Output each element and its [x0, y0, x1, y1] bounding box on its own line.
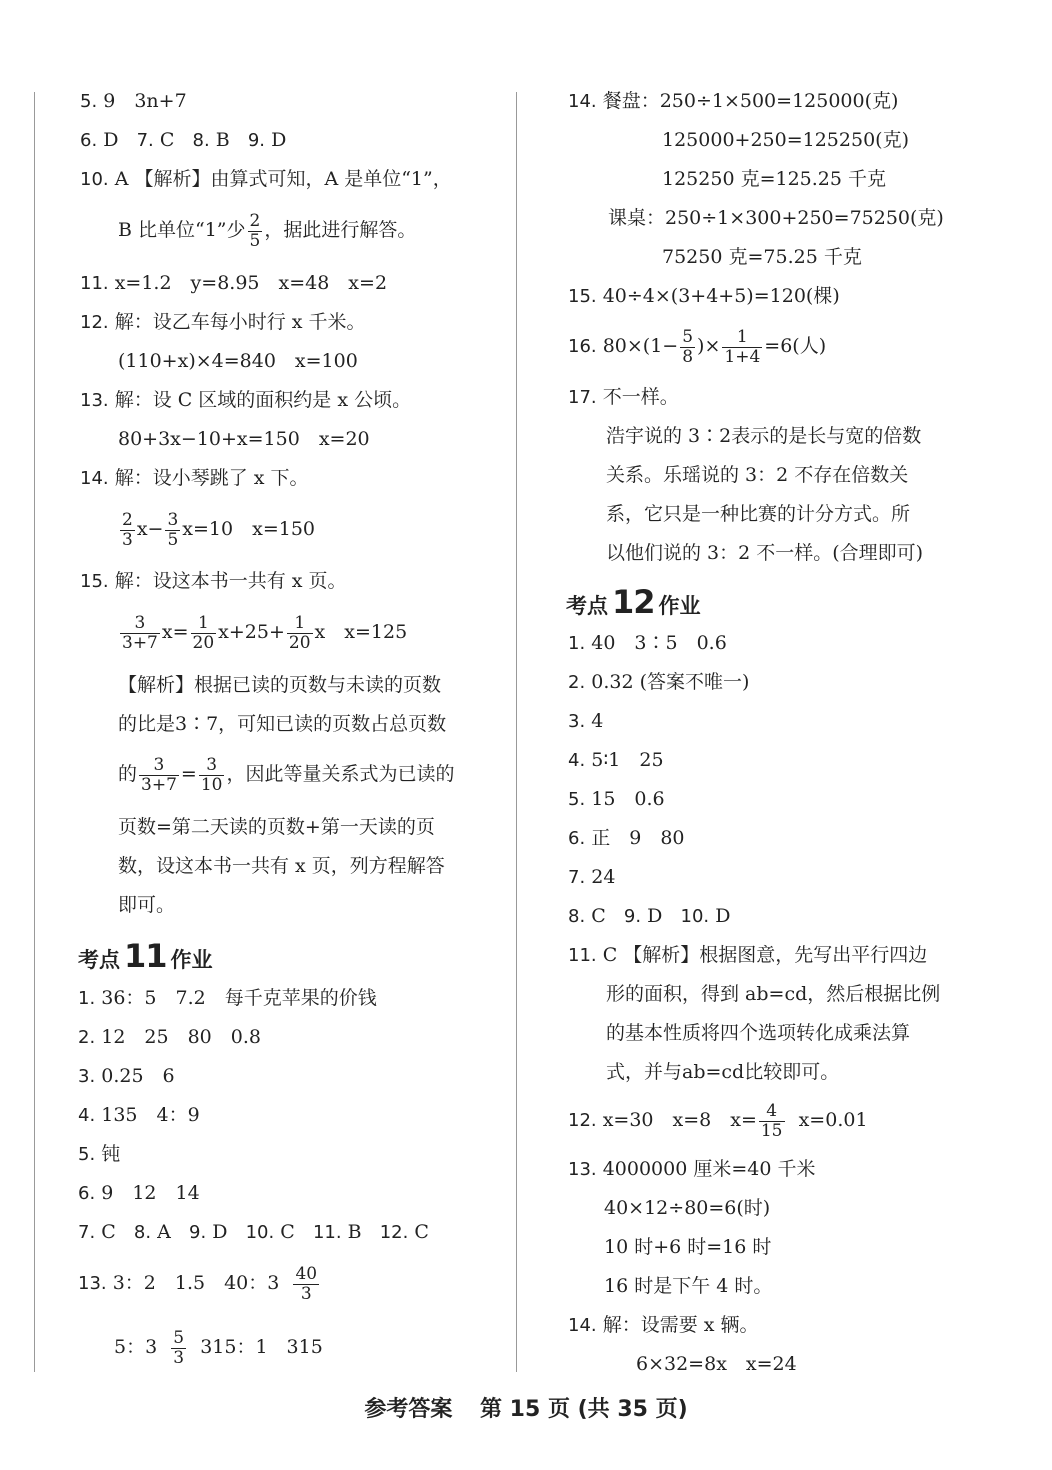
answer-text: 4	[591, 710, 604, 732]
left-margin-line	[34, 92, 35, 1372]
page-footer	[0, 1392, 1052, 1423]
item-number: 14.	[80, 468, 109, 489]
s12-answer-4	[568, 747, 664, 773]
text-segment: =6(人)	[764, 335, 827, 357]
heading-prefix: 考点	[78, 948, 120, 972]
s12-answer-3	[568, 708, 603, 734]
item-number: 16.	[568, 336, 597, 357]
answer-16-right	[568, 322, 826, 370]
s12-answer-1	[568, 630, 727, 656]
item-number: 13.	[80, 390, 109, 411]
column-divider	[516, 92, 517, 1372]
item-number: 10.	[80, 169, 109, 190]
answer-text: 9 12 14	[101, 1182, 200, 1204]
answer-text: C 【解析】根据图意，先写出平行四边	[602, 944, 928, 966]
calc-line	[636, 1351, 797, 1377]
analysis-line	[118, 672, 441, 698]
answer-text: 36：5 7.2 每千克苹果的价钱	[101, 987, 377, 1009]
answer-text: 40÷4×(3+4+5)=120(棵)	[602, 285, 840, 307]
item-number: 15.	[568, 286, 597, 307]
answer-text: 135 4：9	[101, 1104, 200, 1126]
fraction	[680, 328, 695, 367]
explanation-line	[606, 540, 923, 566]
item-number: 7.	[78, 1222, 96, 1243]
text-segment: x=10 x=150	[182, 518, 316, 540]
answer-text: 解：设这本书一共有 x 页。	[114, 570, 347, 592]
answer-text: 钝	[101, 1143, 121, 1165]
answer-text: 餐盘：250÷1×500=125000(克)	[602, 90, 899, 112]
answer-text: 12 25 80 0.8	[101, 1026, 261, 1048]
answer-text: (110+x)×4=840 x=100	[118, 350, 358, 372]
denominator: 20	[288, 632, 311, 653]
answer-text: 40 3∶5 0.6	[591, 632, 727, 654]
text-segment: x x=125	[314, 621, 408, 643]
numerator: 1	[287, 614, 313, 634]
analysis-text: 式，并与ab=cd比较即可。	[606, 1061, 840, 1083]
item-number: 5.	[568, 789, 586, 810]
analysis-text: 的比是3∶7，可知已读的页数占总页数	[118, 713, 447, 735]
answer-text: 5∶1 25	[591, 749, 664, 771]
s12-answer-2	[568, 669, 749, 695]
s12-answer-14	[568, 1312, 758, 1338]
analysis-line	[118, 711, 446, 737]
item-number: 12.	[568, 1110, 597, 1131]
answer-5	[80, 88, 187, 114]
answer-text: D	[715, 905, 731, 927]
calc-line	[604, 1195, 770, 1221]
explanation-line	[606, 462, 908, 488]
analysis-text: 的基本性质将四个选项转化成乘法算	[606, 1022, 911, 1044]
answer-text: C	[159, 129, 175, 151]
heading-prefix: 考点	[566, 594, 608, 618]
denominator: 5	[167, 529, 179, 550]
numerator: 3	[167, 509, 179, 530]
fraction	[199, 756, 225, 795]
fraction	[287, 614, 313, 653]
answer-text: D	[103, 129, 119, 151]
answer-13	[80, 387, 411, 413]
item-number: 3.	[78, 1066, 96, 1087]
heading-suffix: 作业	[170, 948, 213, 972]
s12-answer-11	[568, 942, 927, 968]
answer-text: 16 时是下午 4 时。	[604, 1275, 773, 1297]
answer-text: C	[101, 1221, 116, 1243]
answer-11	[80, 270, 387, 296]
item-number: 8.	[133, 1222, 152, 1243]
answer-text: 10 时+6 时=16 时	[604, 1236, 772, 1258]
denominator: 3	[300, 1283, 312, 1304]
answer-text: x=1.2 y=8.95 x=48 x=2	[114, 272, 388, 294]
fraction	[139, 756, 179, 795]
numerator: 3	[199, 756, 225, 776]
text-segment: )×	[697, 335, 721, 357]
answer-text: B	[347, 1221, 362, 1243]
analysis-line	[606, 1020, 910, 1046]
fraction	[191, 614, 217, 653]
answer-text: 解：设乙车每小时行 x 千米。	[114, 311, 366, 333]
s11-answer-6	[78, 1180, 200, 1206]
answer-text: 正 9 80	[591, 827, 685, 849]
s11-answer-4	[78, 1102, 200, 1128]
item-number: 11.	[80, 273, 109, 294]
fraction	[165, 511, 180, 550]
item-number: 9.	[623, 906, 642, 927]
denominator: 5	[249, 230, 261, 251]
item-number: 11.	[312, 1222, 342, 1243]
analysis-fraction-line	[118, 750, 454, 798]
answer-text: D	[212, 1221, 228, 1243]
answer-15-equation	[118, 608, 407, 656]
text-segment: B 比单位“1”少	[118, 219, 246, 241]
answer-12	[80, 309, 365, 335]
page-number: 第 15 页 (共 35 页)	[480, 1397, 688, 1422]
s12-answers-8-10	[568, 903, 730, 929]
item-number: 4.	[568, 750, 586, 771]
answer-text: 课桌：250÷1×300+250=75250(克)	[608, 207, 944, 229]
answer-text: 315：1 315	[200, 1336, 323, 1358]
answer-10-line2	[118, 206, 416, 254]
numerator: 5	[682, 326, 694, 347]
denominator: 15	[760, 1120, 783, 1141]
numerator: 1	[722, 328, 762, 348]
text-segment: =	[180, 763, 197, 785]
answer-15-right	[568, 283, 840, 309]
text-segment: ，据此进行解答。	[264, 219, 417, 241]
item-number: 14.	[568, 1315, 597, 1336]
text-segment: x=0.01	[798, 1109, 868, 1131]
answer-text: D	[271, 129, 287, 151]
item-number: 13.	[78, 1273, 107, 1294]
denominator: 20	[192, 632, 215, 653]
fraction	[759, 1102, 785, 1141]
item-number: 12.	[379, 1222, 409, 1243]
analysis-text: 即可。	[118, 894, 176, 916]
item-number: 10.	[680, 906, 710, 927]
answer-15	[80, 568, 346, 594]
analysis-line	[118, 814, 435, 840]
fraction	[722, 328, 762, 367]
answer-17-right	[568, 384, 679, 410]
denominator: 3	[122, 529, 133, 550]
s11-answers-7-12	[78, 1219, 429, 1245]
fraction	[120, 511, 135, 550]
text-segment: x+25+	[218, 621, 285, 643]
numerator: 3	[139, 756, 179, 776]
answer-text: 0.32 (答案不唯一)	[591, 671, 750, 693]
answer-text: 75250 克=75.25 千克	[662, 246, 862, 268]
s11-answer-2	[78, 1024, 261, 1050]
heading-suffix: 作业	[658, 594, 701, 618]
item-number: 6.	[80, 130, 98, 151]
s12-answer-5	[568, 786, 665, 812]
item-number: 13.	[568, 1159, 597, 1180]
item-number: 6.	[78, 1183, 96, 1204]
item-number: 4.	[78, 1105, 96, 1126]
answer-text: D	[647, 905, 663, 927]
answer-text: 4000000 厘米=40 千米	[602, 1158, 816, 1180]
section-heading-12	[566, 584, 701, 620]
answer-text: 125250 克=125.25 千克	[662, 168, 887, 190]
answer-text: A 【解析】由算式可知，A 是单位“1”，	[114, 168, 452, 190]
answer-text: 9 3n+7	[103, 90, 187, 112]
item-number: 9.	[189, 1222, 207, 1243]
item-number: 1.	[78, 988, 96, 1009]
answers-6-9	[80, 127, 286, 153]
answer-text: C	[591, 905, 606, 927]
denominator: 8	[682, 346, 694, 367]
numerator: 4	[759, 1102, 785, 1122]
item-number: 12.	[80, 312, 109, 333]
answer-text: C	[280, 1221, 295, 1243]
denominator: 1+4	[724, 346, 761, 367]
text-segment: ，因此等量关系式为已读的	[226, 763, 455, 785]
explanation-line	[606, 501, 910, 527]
numerator: 1	[191, 614, 217, 634]
fraction	[120, 614, 160, 653]
calc-line	[604, 1273, 772, 1299]
answer-text: 系，它只是一种比赛的计分方式。所	[606, 503, 911, 525]
s11-answer-5	[78, 1141, 120, 1167]
answer-text: C	[414, 1221, 429, 1243]
calc-line	[604, 1234, 771, 1260]
explanation-line	[606, 423, 921, 449]
text-segment: 的	[118, 763, 138, 785]
item-number: 17.	[568, 387, 597, 408]
footer-label: 参考答案	[364, 1397, 453, 1422]
item-number: 7.	[136, 130, 154, 151]
item-number: 2.	[78, 1027, 96, 1048]
text-segment: x−	[136, 518, 164, 540]
item-number: 5.	[80, 91, 98, 112]
answer-text: 关系。乐瑶说的 3：2 不存在倍数关	[606, 464, 909, 486]
answer-text: B	[215, 129, 230, 151]
analysis-line	[606, 1059, 839, 1085]
item-number: 8.	[568, 906, 586, 927]
s12-answer-6	[568, 825, 685, 851]
answer-text: A	[157, 1221, 171, 1243]
text-segment: x=30 x=8 x=	[602, 1109, 757, 1131]
text-segment: x=	[161, 621, 189, 643]
answer-text: 0.25 6	[101, 1065, 175, 1087]
denominator: 3	[173, 1347, 185, 1368]
answer-14	[80, 465, 308, 491]
answer-text: 解：设 C 区域的面积约是 x 公顷。	[114, 389, 412, 411]
answer-13-equation	[118, 426, 370, 452]
analysis-line	[118, 892, 175, 918]
denominator: 10	[200, 774, 223, 795]
item-number: 9.	[247, 130, 266, 151]
analysis-text: 页数=第二天读的页数+第一天读的页	[118, 816, 435, 838]
answer-text: 24	[591, 866, 616, 888]
answer-text: 40×12÷80=6(时)	[604, 1197, 771, 1219]
s11-answer-13-line2	[114, 1323, 323, 1371]
answer-text: 浩宇说的 3∶2表示的是长与宽的倍数	[606, 425, 922, 447]
item-number: 10.	[245, 1222, 275, 1243]
item-number: 6.	[568, 828, 586, 849]
answer-text: 解：设小琴跳了 x 下。	[114, 467, 309, 489]
denominator: 3+7	[122, 632, 158, 653]
answer-text: 15 0.6	[591, 788, 665, 810]
heading-number: 11	[124, 937, 167, 975]
section-heading-11	[78, 938, 213, 974]
s11-answer-1	[78, 985, 377, 1011]
item-number: 5.	[78, 1144, 96, 1165]
answer-text: 5：3	[114, 1336, 158, 1358]
numerator: 40	[295, 1263, 318, 1284]
numerator: 2	[249, 210, 261, 231]
item-number: 11.	[568, 945, 597, 966]
item-number: 15.	[80, 571, 109, 592]
item-number: 7.	[568, 867, 586, 888]
analysis-text: 数，设这本书一共有 x 页，列方程解答	[118, 855, 445, 877]
answer-text: 3：2 1.5 40：3	[112, 1272, 280, 1294]
calc-line	[662, 127, 909, 153]
answer-text: 80+3x−10+x=150 x=20	[118, 428, 370, 450]
item-number: 2.	[568, 672, 586, 693]
item-number: 8.	[192, 130, 210, 151]
text-segment: 80×(1−	[602, 335, 679, 357]
calc-line	[608, 205, 944, 231]
answer-text: 125000+250=125250(克)	[662, 129, 909, 151]
answer-text: 6×32=8x x=24	[636, 1353, 797, 1375]
answer-12-equation	[118, 348, 358, 374]
numerator: 3	[120, 614, 160, 634]
analysis-text: 形的面积，得到 ab=cd，然后根据比例	[606, 983, 941, 1005]
answer-text: 不一样。	[602, 386, 679, 408]
s12-answer-13	[568, 1156, 815, 1182]
s11-answer-13	[78, 1259, 321, 1307]
calc-line	[662, 244, 862, 270]
answer-text: 解：设需要 x 辆。	[602, 1314, 759, 1336]
numerator: 5	[173, 1327, 185, 1348]
s12-answer-12	[568, 1096, 868, 1144]
s12-answer-7	[568, 864, 615, 890]
analysis-line	[118, 853, 445, 879]
fraction	[171, 1329, 186, 1368]
analysis-text: 【解析】根据已读的页数与未读的页数	[118, 674, 442, 696]
answer-14-right	[568, 88, 898, 114]
denominator: 3+7	[141, 774, 177, 795]
fraction	[248, 212, 263, 251]
s11-answer-3	[78, 1063, 175, 1089]
answer-14-equation	[118, 505, 315, 553]
item-number: 3.	[568, 711, 586, 732]
item-number: 1.	[568, 633, 586, 654]
numerator: 2	[122, 509, 133, 530]
analysis-line	[606, 981, 940, 1007]
heading-number: 12	[612, 583, 655, 621]
fraction	[293, 1265, 319, 1304]
calc-line	[662, 166, 886, 192]
item-number: 14.	[568, 91, 597, 112]
answer-10	[80, 166, 452, 192]
answer-text: 以他们说的 3：2 不一样。(合理即可)	[606, 542, 924, 564]
